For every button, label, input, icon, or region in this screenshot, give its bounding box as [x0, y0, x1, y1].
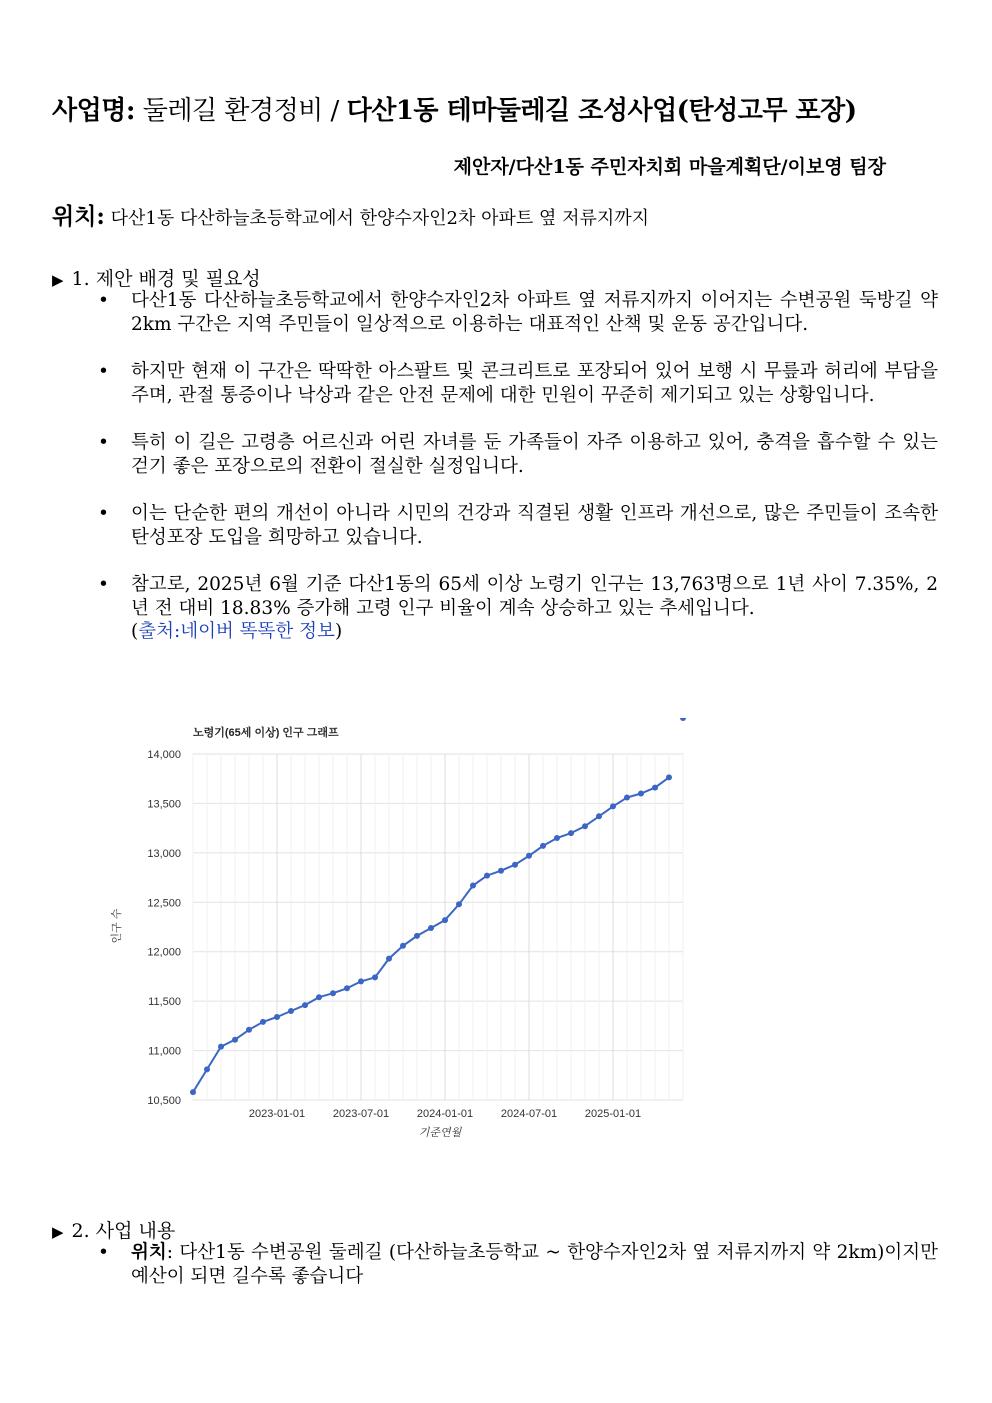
list-item	[98, 289, 938, 336]
list-item	[98, 502, 938, 549]
bullet-icon: •	[98, 503, 109, 524]
bullet-text: 하지만 현재 이 구간은 딱딱한 아스팔트 및 콘크리트로 포장되어 있어 보행 시 무릎과 허리에 부담을 주며, 관절 통증이나 낙상과 같은 안전 문제에 대한 민원이 꾸준히 제기되고 있는 상황입니다.	[131, 361, 938, 406]
bullet-text: 이는 단순한 편의 개선이 아니라 시민의 건강과 직결된 생활 인프라 개선으로, 많은 주민들이 조속한 탄성포장 도입을 희망하고 있습니다.	[131, 503, 938, 548]
data-point	[218, 1044, 224, 1050]
data-point	[596, 813, 602, 819]
data-point	[610, 803, 616, 809]
y-axis-label: 인구 수	[111, 908, 123, 944]
x-tick-label: 2025-01-01	[584, 1108, 642, 1120]
x-tick-label: 2023-01-01	[248, 1108, 306, 1120]
section1-heading-text: 1. 제안 배경 및 필요성	[71, 268, 261, 290]
data-point	[330, 990, 336, 996]
title-label: 사업명:	[52, 96, 135, 126]
data-point	[288, 1008, 294, 1014]
source-close: )	[334, 621, 343, 642]
x-tick-label: 2024-01-01	[416, 1108, 474, 1120]
data-point	[302, 1002, 308, 1008]
data-point	[512, 862, 518, 868]
data-point	[386, 956, 392, 962]
y-tick-label: 12,000	[147, 946, 181, 959]
section2-bullet-list	[98, 1241, 938, 1312]
data-point	[372, 974, 378, 980]
data-point	[428, 925, 434, 931]
list-item	[98, 573, 938, 644]
location-item-label: 위치	[131, 1242, 167, 1263]
data-point	[442, 917, 448, 923]
y-tick-label: 13,500	[147, 798, 181, 811]
bullet-text: 다산1동 다산하늘초등학교에서 한양수자인2차 아파트 옆 저류지까지 이어지는 수변공원 둑방길 약 2km 구간은 지역 주민들이 일상적으로 이용하는 대표적인 산책 및 운동 공간입니다.	[131, 290, 938, 335]
chart-grid	[193, 754, 683, 1100]
list-item	[98, 360, 938, 407]
data-point	[540, 843, 546, 849]
data-point	[358, 978, 364, 984]
data-point	[470, 883, 476, 889]
data-point	[554, 835, 560, 841]
data-point	[582, 823, 588, 829]
x-axis-ticks	[249, 1108, 641, 1120]
data-point	[652, 785, 658, 791]
section2-heading-text: 2. 사업 내용	[71, 1220, 176, 1242]
data-point	[246, 1027, 252, 1033]
location-label: 위치:	[52, 203, 105, 230]
x-tick-label: 2023-07-01	[332, 1108, 390, 1120]
y-tick-label: 14,000	[147, 749, 181, 761]
data-point	[526, 853, 532, 859]
data-point	[498, 868, 504, 874]
data-point	[638, 791, 644, 797]
section1-bullet-list	[98, 289, 938, 668]
source-open: (	[131, 621, 139, 642]
data-point	[260, 1019, 266, 1025]
data-point	[484, 873, 490, 879]
data-point	[456, 901, 462, 907]
list-item	[98, 1241, 938, 1288]
data-point	[414, 933, 420, 939]
plot-frame	[193, 754, 683, 1100]
data-points	[190, 718, 686, 1095]
y-tick-label: 12,500	[147, 897, 181, 910]
location-item-text: : 다산1동 수변공원 둘레길 (다산하늘초등학교 ~ 한양수자인2차 옆 저류지까지 약 2km)이지만 예산이 되면 길수록 좋습니다	[131, 1242, 938, 1287]
population-line-chart	[100, 718, 700, 1148]
location-text: 다산1동 다산하늘초등학교에서 한양수자인2차 아파트 옆 저류지까지	[104, 208, 650, 229]
chart-title: 노령기(65세 이상) 인구 그래프	[193, 727, 339, 739]
bullet-text: 특히 이 길은 고령층 어르신과 어린 자녀를 둔 가족들이 자주 이용하고 있어, 충격을 흡수할 수 있는 걷기 좋은 포장으로의 전환이 절실한 실정입니다.	[131, 432, 938, 477]
data-point	[204, 1066, 210, 1072]
y-tick-label: 10,500	[147, 1095, 181, 1107]
bullet-icon: •	[98, 1242, 109, 1263]
source-link[interactable]: 출처:네이버 똑똑한 정보	[138, 621, 335, 642]
data-point	[190, 1089, 196, 1095]
data-point	[232, 1037, 238, 1043]
bullet-icon: •	[98, 432, 109, 453]
location-line	[52, 198, 649, 231]
bullet-icon: •	[98, 290, 109, 311]
data-point	[624, 795, 630, 801]
triangle-marker-icon: ▶	[52, 1223, 64, 1241]
project-title	[52, 90, 857, 127]
proposer-line: 제안자/다산1동 주민자치회 마을계획단/이보영 팀장	[453, 156, 886, 178]
y-tick-label: 11,000	[148, 1045, 181, 1058]
data-point	[316, 994, 322, 1000]
y-tick-label: 11,500	[148, 996, 181, 1009]
section1-heading	[52, 264, 261, 291]
x-tick-label: 2024-07-01	[500, 1108, 558, 1120]
y-axis-ticks	[147, 749, 181, 1107]
section2-heading	[52, 1216, 175, 1243]
y-tick-label: 13,000	[147, 847, 181, 860]
list-item	[98, 431, 938, 478]
data-point	[274, 1014, 280, 1020]
bullet-text: 참고로, 2025년 6월 기준 다산1동의 65세 이상 노령기 인구는 13,763명으로 1년 사이 7.35%, 2년 전 대비 18.83% 증가해 고령 인구 비율이 계속 상승하고 있는 추세입니다.	[131, 574, 938, 619]
x-axis-label: 기준연월	[418, 1127, 462, 1139]
title-category: 둘레길 환경정비 /	[134, 96, 347, 126]
data-point	[400, 943, 406, 949]
bullet-icon: •	[98, 574, 109, 595]
triangle-marker-icon: ▶	[52, 271, 64, 289]
data-point	[666, 774, 672, 780]
data-point	[344, 985, 350, 991]
data-point	[680, 718, 686, 721]
bullet-icon: •	[98, 361, 109, 382]
title-project-name: 다산1동 테마둘레길 조성사업(탄성고무 포장)	[346, 96, 857, 126]
data-point	[568, 830, 574, 836]
